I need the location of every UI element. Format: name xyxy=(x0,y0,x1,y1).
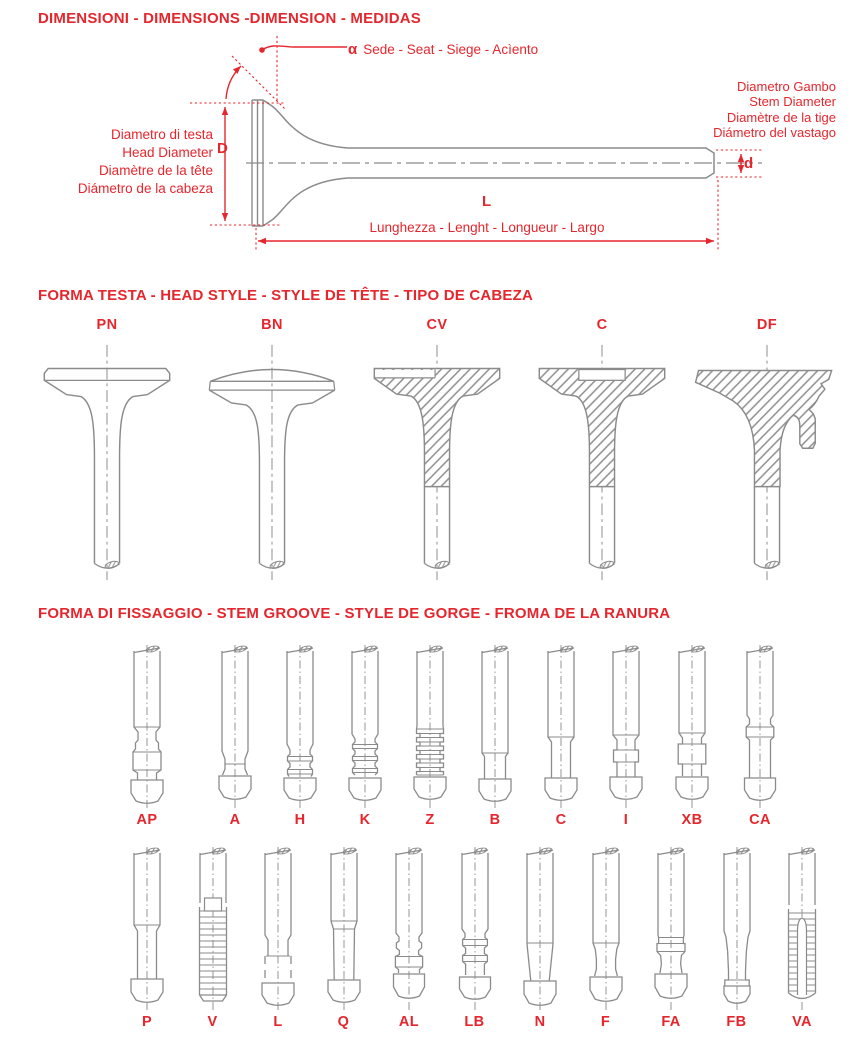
stem-groove-figure-q xyxy=(312,843,376,1030)
stem-groove-drawing-q xyxy=(312,843,376,1013)
stem-groove-drawing-ap xyxy=(115,641,179,811)
stem-diameter-symbol: d xyxy=(744,155,754,172)
stem-groove-label: CA xyxy=(749,812,771,828)
head-diameter-line: Diámetro de la cabeza xyxy=(77,181,213,196)
stem-groove-label: Q xyxy=(337,1014,350,1030)
stem-groove-drawing-al xyxy=(377,843,441,1013)
head-style-section-title: FORMA TESTA - HEAD STYLE - STYLE DE TÊTE - TIPO DE CABEZA xyxy=(38,287,534,304)
valve-head-drawing-c xyxy=(520,339,685,585)
stem-groove-label: AL xyxy=(398,1014,420,1030)
stem-groove-drawing-c xyxy=(529,641,593,811)
stem-groove-drawing-p xyxy=(115,843,179,1013)
stem-groove-figure-v xyxy=(181,843,245,1030)
head-style-figure-cv xyxy=(355,317,520,585)
seat-label: Sede - Seat - Siege - Acìento xyxy=(363,42,539,57)
stem-groove-label: AP xyxy=(136,812,158,828)
stem-groove-drawing-a xyxy=(203,641,267,811)
stem-groove-drawing-xb xyxy=(660,641,724,811)
stem-groove-figure-fb xyxy=(705,843,769,1030)
head-diameter-label xyxy=(28,126,213,198)
stem-groove-drawing-lb xyxy=(443,843,507,1013)
stem-groove-label: F xyxy=(600,1014,611,1030)
stem-groove-label: C xyxy=(555,812,567,828)
stem-groove-drawing-l xyxy=(246,843,310,1013)
stem-groove-figure-c xyxy=(529,641,593,828)
stem-groove-drawing-z xyxy=(398,641,462,811)
stem-groove-drawing-k xyxy=(333,641,397,811)
stem-groove-label: B xyxy=(489,812,501,828)
length-label: Lunghezza - Lenght - Longueur - Largo xyxy=(369,220,605,235)
stem-groove-label: P xyxy=(141,1014,153,1030)
head-style-figure-pn xyxy=(25,317,190,585)
stem-groove-drawing-fa xyxy=(639,843,703,1013)
head-diameter-line: Diamètre de la tête xyxy=(98,163,213,178)
stem-groove-figure-fa xyxy=(639,843,703,1030)
stem-groove-figure-f xyxy=(574,843,638,1030)
stem-groove-label: A xyxy=(229,812,241,828)
stem-groove-figure-z xyxy=(398,641,462,828)
head-style-figure-df xyxy=(685,317,850,585)
head-style-figure-c xyxy=(520,317,685,585)
stem-groove-figure-h xyxy=(268,641,332,828)
head-style-label: C xyxy=(596,317,608,333)
stem-groove-label: V xyxy=(207,1014,218,1030)
stem-groove-figure-al xyxy=(377,843,441,1030)
head-style-label: BN xyxy=(261,317,283,333)
stem-groove-label: L xyxy=(273,1014,283,1030)
stem-groove-figure-b xyxy=(463,641,527,828)
stem-groove-drawing-f xyxy=(574,843,638,1013)
stem-groove-drawing-fb xyxy=(705,843,769,1013)
stem-groove-label: XB xyxy=(681,812,703,828)
stem-groove-drawing-va xyxy=(770,843,834,1013)
valve-head-drawing-cv xyxy=(355,339,520,585)
stem-groove-drawing-h xyxy=(268,641,332,811)
stem-groove-label: Z xyxy=(425,812,435,828)
stem-groove-label: FA xyxy=(661,1014,681,1030)
stem-diameter-line: Diamètre de la tige xyxy=(726,109,836,125)
stem-groove-figure-n xyxy=(508,843,572,1030)
head-diameter-line: Diametro di testa xyxy=(110,127,213,142)
stem-groove-figure-va xyxy=(770,843,834,1030)
stem-groove-figure-l xyxy=(246,843,310,1030)
stem-groove-figure-ca xyxy=(728,641,792,828)
stem-groove-drawing-n xyxy=(508,843,572,1013)
seat-angle-callout xyxy=(348,41,538,58)
stem-diameter-line: Stem Diameter xyxy=(749,94,836,110)
head-style-figure-bn xyxy=(190,317,355,585)
head-style-label: DF xyxy=(756,317,778,333)
stem-groove-figure-k xyxy=(333,641,397,828)
length-symbol: L xyxy=(482,193,492,210)
stem-groove-label: I xyxy=(623,812,629,828)
stem-groove-drawing-i xyxy=(594,641,658,811)
stem-diameter-line: Diametro Gambo xyxy=(737,79,836,94)
stem-groove-label: H xyxy=(294,812,306,828)
head-style-label: PN xyxy=(96,317,118,333)
stem-groove-drawing-ca xyxy=(728,641,792,811)
valve-head-drawing-df xyxy=(685,339,850,585)
dimensions-section-title: DIMENSIONI - DIMENSIONS -DIMENSION - MEDIDAS xyxy=(38,10,421,27)
stem-groove-figure-p xyxy=(115,843,179,1030)
stem-groove-label: LB xyxy=(464,1014,485,1030)
stem-diameter-label xyxy=(616,79,836,141)
stem-diameter-line: Diámetro del vastago xyxy=(713,125,836,141)
stem-groove-label: K xyxy=(359,812,371,828)
stem-groove-figure-i xyxy=(594,641,658,828)
stem-groove-figure-ap xyxy=(115,641,179,828)
valve-head-drawing-bn xyxy=(190,339,355,585)
valve-head-drawing-pn xyxy=(25,339,190,585)
head-style-label: CV xyxy=(426,317,448,333)
valve-dimension-diagram xyxy=(0,0,860,270)
stem-groove-section-title: FORMA DI FISSAGGIO - STEM GROOVE - STYLE DE GORGE - FROMA DE LA RANURA xyxy=(38,605,671,622)
stem-groove-figure-lb xyxy=(443,843,507,1030)
stem-groove-figure-a xyxy=(203,641,267,828)
stem-groove-drawing-v xyxy=(181,843,245,1013)
head-diameter-symbol: D xyxy=(217,140,228,157)
alpha-symbol: α xyxy=(348,41,358,58)
stem-groove-label: FB xyxy=(726,1014,747,1030)
stem-groove-label: N xyxy=(534,1014,546,1030)
head-diameter-line: Head Diameter xyxy=(122,145,213,160)
stem-groove-drawing-b xyxy=(463,641,527,811)
stem-groove-figure-xb xyxy=(660,641,724,828)
stem-groove-label: VA xyxy=(792,1014,812,1030)
